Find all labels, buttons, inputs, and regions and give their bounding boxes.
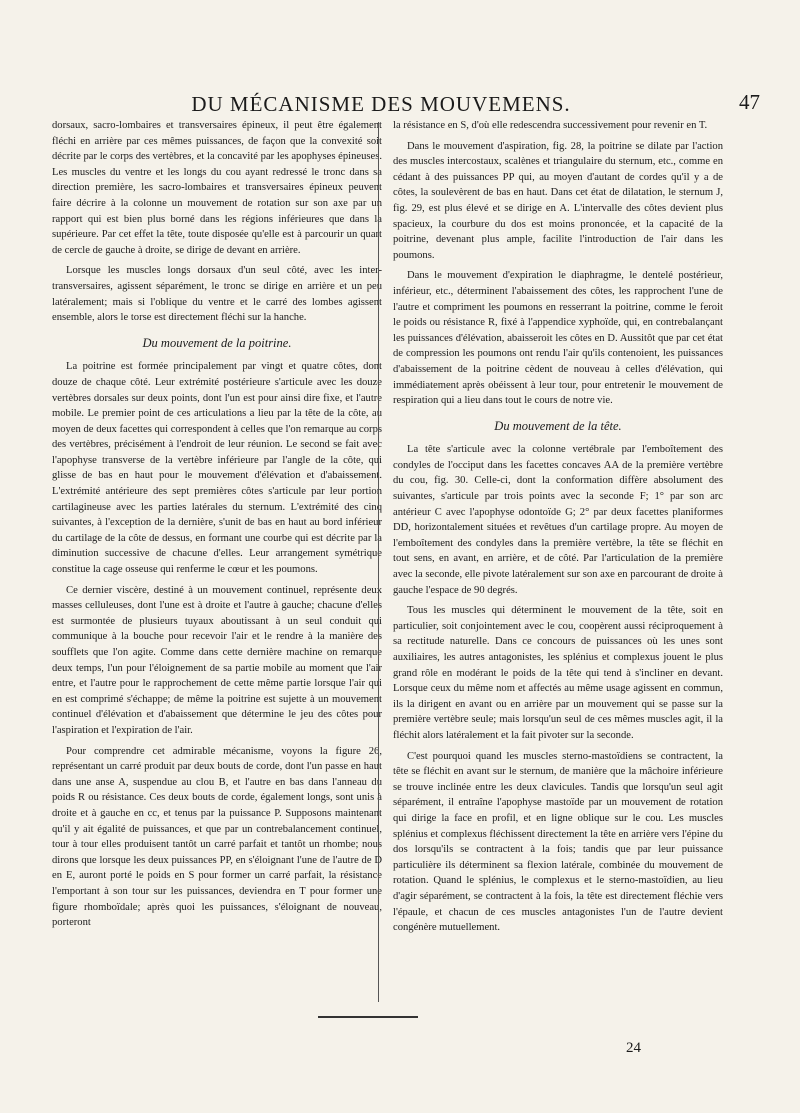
paragraph: Dans le mouvement d'expiration le diaphragme, le dentelé postérieur, inférieur, etc., déterminent l'abaissement des côtes, les rapprochent l'une de l'autre et compriment les poumons en resserrant la poitrine, comme le feroit le poids ou résistance R, fixé à l'appendice xyphoïde, qui, en contrebalançant les puissances d'élévation, abaisseroit les côtes en D. Aussitôt que par cet état de compression les poumons ont rendu l'air qu'ils contenoient, les puissances d'abaissement de la poitrine cèdent de nouveau à celles d'élévation, qui immédiatement après obéissent à leur tour, pour entretenir le mouvement de respiration qui a lieu dans tout le cours de notre vie. [393,270,723,407]
signature-mark: 24 [626,1040,641,1056]
paragraph: dorsaux, sacro-lombaires et transversaires épineux, il peut être également fléchi en arrière par ces mêmes puissances, de façon que la convexité soit décrite par le corps des vertèbres, et la concavité par les apophyses épineuses. Les muscles du ventre et les longs du cou ayant redressé le tronc dans sa direction première, les sacro-lombaires et transversaires épineux peuvent faire décrire à la colonne un mouvement de rotation sur son axe par un rapport qui est bien plus borné dans les régions inférieures que dans la supérieure. Par cet effet la tête, toute disposée qu'elle est à parcourir un quart de cercle de gauche à droite, se dirige de devant en arrière. [52,120,382,256]
running-title: DU MÉCANISME DES MOUVEMENS. [191,92,571,116]
paragraph: Lorsque les muscles longs dorsaux d'un seul côté, avec les inter-transversaires, agissent séparément, le tronc se dirige en arrière et un peu latéralement; mais si l'oblique du ventre et le carré des lombes agissent ensemble, alors le torse est directement fléchi sur la hanche. [52,265,382,324]
section-heading: Du mouvement de la poitrine. [142,335,292,350]
paragraph: La tête s'articule avec la colonne vertébrale par l'emboîtement des condyles de l'occiput dans les facettes concaves AA de la première vertèbre du cou, fig. 30. Celle-ci, dont la conformation diffère absolument des suivantes, s'articule par trois points avec la seconde F; 1° par son arc antérieur C avec l'apophyse odontoïde G; 2° par deux facettes planiformes DD, horizontalement situées et revêtues d'un cartilage propre. Au moyen de l'emboîtement des condyles dans la première vertèbre, la tête se fléchit en tout sens, en avant, en arrière, et de côté. Par l'articulation de la première avec la seconde, elle pivote latéralement sur son axe en parcourant de droite à gauche l'espace de 90 degrés. [393,444,723,596]
page-number: 47 [739,90,760,114]
paragraph: Dans le mouvement d'aspiration, fig. 28, la poitrine se dilate par l'action des muscles intercostaux, scalènes et triangulaire du sternum, etc., comme en cédant à des puissances PP qui, au moyen d'autant de cordes qu'il y a de côtes, la soulevèrent de bas en haut. Dans cet état de dilatation, le sternum J, fig. 29, est plus élevé et se dirige en A. L'intervalle des côtes devient plus spacieux, la courbure du dos est moins prononcée, et la capacité de la poitrine, devenant plus ample, facilite l'introduction de l'air dans les poumons. [393,140,723,261]
left-column [52,118,382,936]
paragraph: Ce dernier viscère, destiné à un mouvement continuel, représente deux masses celluleuses, dont l'une est à droite et l'autre à gauche; chacune d'elles est surmontée de plusieurs tuyaux aboutissant à un seul conduit qui communique à la bouche pour recevoir l'air et le rendre à la manière des soufflets que l'on agite. Comme dans cette dernière machine on remarque deux temps, l'un pour l'éloignement de sa partie mobile au moment que l'air entre, et l'autre pour le rapprochement de cette même partie lorsque l'air qui en est comprimé s'échappe; de même la poitrine est sujette à un mouvement continuel d'élévation et d'abaissement que détermine le jeu des côtes pour l'aspiration et l'expiration de l'air. [52,584,382,736]
section-heading: Du mouvement de la tête. [494,418,622,433]
paragraph: la résistance en S, d'où elle redescendra successivement pour revenir en T. [393,120,708,131]
paragraph: Tous les muscles qui déterminent le mouvement de la tête, soit en particulier, soit conjointement avec le cou, coopèrent aussi réciproquement à sa rectitude naturelle. Dans ce concours de puissances où les unes sont auxiliaires, les autres antagonistes, les splénius et complexus jouent le plus grand rôle en modérant le poids de la tête qui tend à s'incliner en devant. Lorsque ceux du même nom et affectés au même usage agissent en commun, ils la dirigent en avant ou en arrière par un mouvement qui se passe sur la première vertèbre seule; mais lorsqu'un seul de ces mêmes muscles agit, il la fléchit alors latéralement et la fait pivoter sur la seconde. [393,605,723,741]
running-header [52,88,760,118]
paragraph: Pour comprendre cet admirable mécanisme, voyons la figure 26, représentant un carré produit par deux bouts de corde, dont l'un passe en haut dans une anse A, suspendue au clou B, et l'autre en bas dans l'anneau du poids R ou résistance. Ces deux bouts de corde, également longs, sont unis à droite et à gauche en cc, et tenus par la puissance P. Supposons maintenant qu'il y ait égalité de puissances, et que par un contrebalancement continuel, tour à tour elles produisent tantôt un carré parfait et tantôt un rhombe; nous dirons que lorsque les deux puissances PP, en s'éloignant l'une de l'autre de D en E, auront porté le poids en S pour former un carré parfait, la résistance l'emportant à son tour sur les puissances, deviendra en T pour former une figure rhomboïdale; après quoi les puissances, s'éloignant de nouveau, porteront [52,745,382,929]
column-divider [378,122,379,1002]
end-rule [318,1016,418,1018]
right-column [393,118,723,941]
paragraph: C'est pourquoi quand les muscles sterno-mastoïdiens se contractent, la tête se fléchit en avant sur le sternum, de manière que la mâchoire inférieure se trouve inclinée entre les deux clavicules. Tandis que lorsqu'un seul agit séparément, il entraîne l'apophyse mastoïde par un mouvement de rotation qui dirige la face en profil, et en ligne oblique sur le cou. Les muscles splénius et complexus fléchissent directement la tête en arrière vers l'épine du dos lorsqu'ils se contractent à la fois; tandis que par leur puissance particulière ils déterminent sa flexion latérale, combinée du mouvement de rotation. Quand le splénius, le complexus et le sterno-mastoïdien, au lieu d'agir séparément, se contractent à la fois, la tête est directement fléchie vers l'épaule, et chacun de ces muscles antagonistes l'un de l'autre devient congénère mutuellement. [393,750,723,934]
paragraph: La poitrine est formée principalement par vingt et quatre côtes, dont douze de chaque côté. Leur extrémité postérieure s'articule avec les douze vertèbres dorsales sur deux points, dont l'un est pour ainsi dire fixe, et l'autre mobile. Le premier point de ces articulations a lieu par la tête de la côte, au moyen de deux facettes qui correspondent à celles que l'on remarque au corps des vertèbres, précisément à l'endroit de leur réunion. Le second se fait avec l'apophyse transverse de la vertèbre inférieure par l'angle de la côte, qui glisse de bas en haut pour le mouvement d'élévation et d'abaissement. L'extrémité antérieure des sept premières côtes s'articule par leur portion cartilagineuse avec les parties latérales du sternum. L'extrémité des cinq suivantes, à l'exception de la dernière, s'unit de bas en haut au bord inférieur du cartilage de la côte de dessus, en formant une courbe qui est décrite par la diminution successive de chacune d'elles. Leur arrangement symétrique constitue la cage osseuse qui renferme le cœur et les poumons. [52,361,382,576]
